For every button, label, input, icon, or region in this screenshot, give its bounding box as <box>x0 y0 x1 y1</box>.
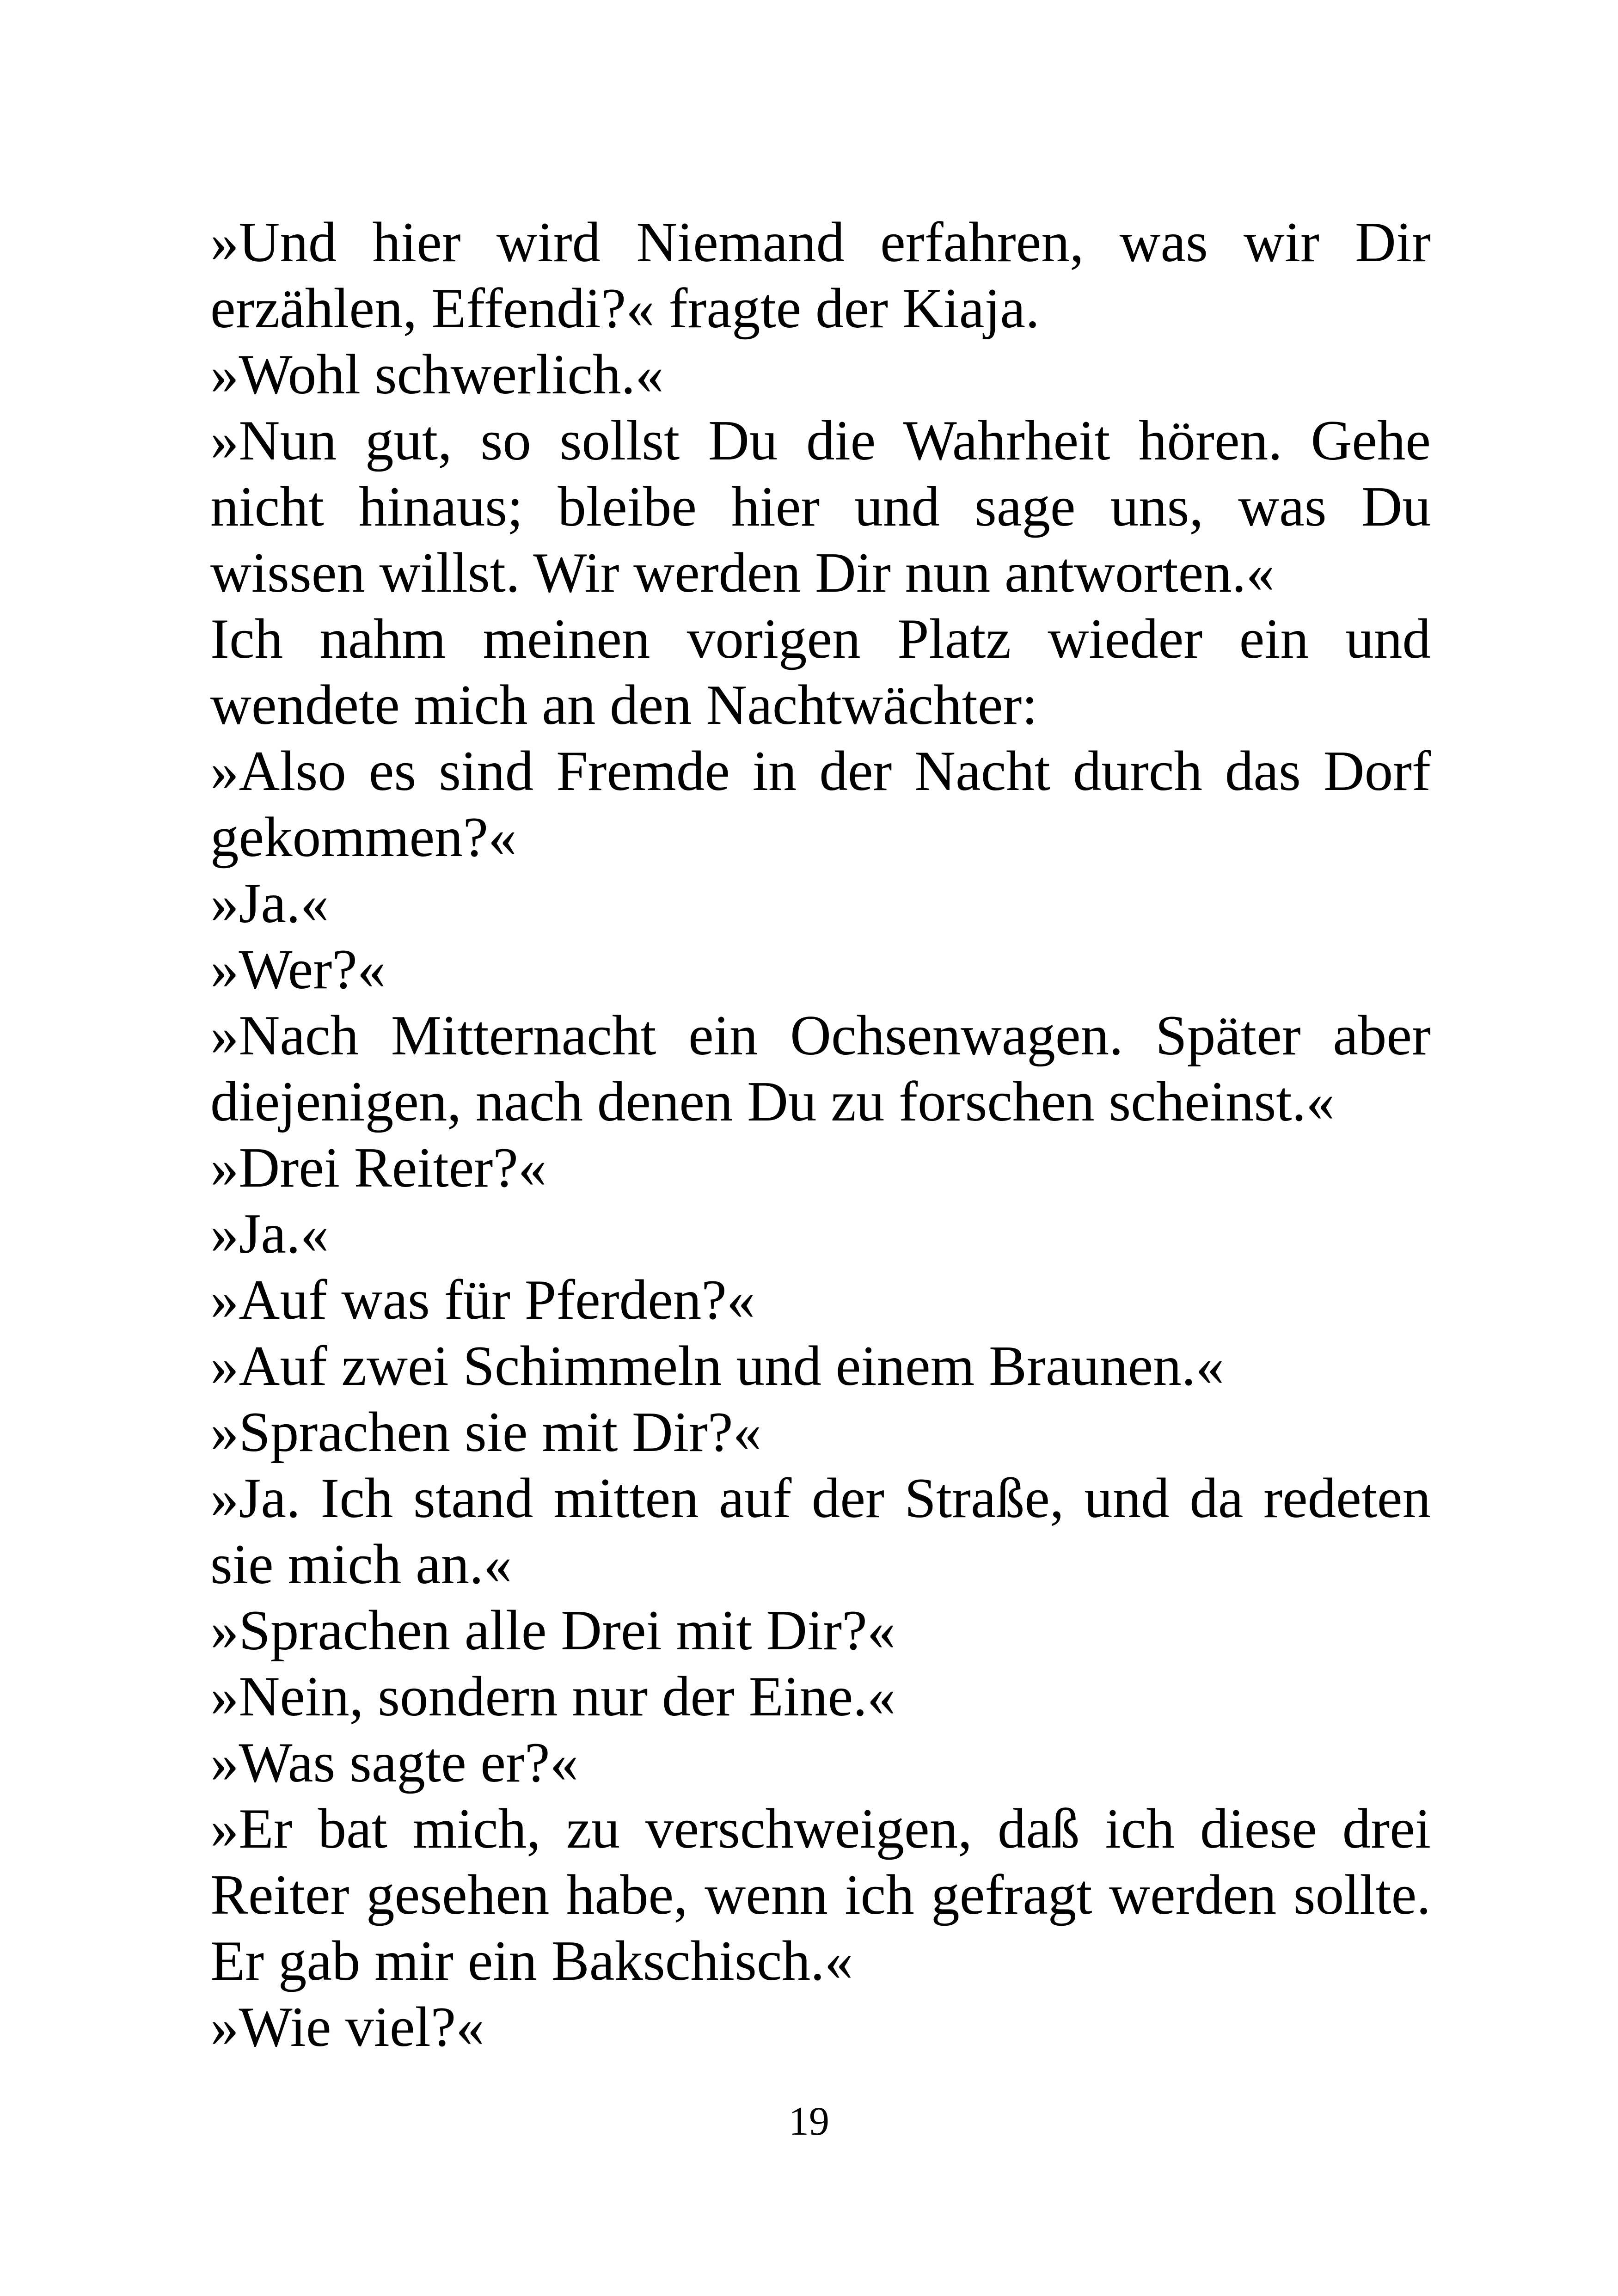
paragraph: »Auf was für Pferden?« <box>210 1268 755 1331</box>
paragraph: »Sprachen alle Drei mit Dir?« <box>210 1598 896 1662</box>
paragraph: »Wie viel?« <box>210 1995 484 2058</box>
paragraph: »Er bat mich, zu verschweigen, daß ich diese drei Reiter gesehen habe, wenn ich gefragt werden sollte. Er gab mir ein Bakschisch.« <box>210 1797 1431 1992</box>
paragraph: »Sprachen sie mit Dir?« <box>210 1400 762 1463</box>
body-text <box>210 209 1431 2060</box>
paragraph: »Nun gut, so sollst Du die Wahrheit hören. Gehe nicht hinaus; bleibe hier und sage uns, was Du wissen willst. Wir werden Dir nun antworten.« <box>210 409 1431 604</box>
paragraph: »Also es sind Fremde in der Nacht durch das Dorf gekommen?« <box>210 739 1431 869</box>
paragraph: »Ja.« <box>210 871 329 935</box>
paragraph: Ich nahm meinen vorigen Platz wieder ein und wendete mich an den Nachtwächter: <box>210 607 1431 736</box>
paragraph: »Auf zwei Schimmeln und einem Braunen.« <box>210 1334 1224 1397</box>
page-number: 19 <box>789 2099 829 2144</box>
paragraph: »Wer?« <box>210 937 386 1001</box>
paragraph: »Ja.« <box>210 1202 329 1265</box>
paragraph: »Drei Reiter?« <box>210 1136 547 1199</box>
paragraph: »Und hier wird Niemand erfahren, was wir Dir erzählen, Effendi?« fragte der Kiaja. <box>210 210 1431 340</box>
paragraph: »Wohl schwerlich.« <box>210 343 664 406</box>
paragraph: »Ja. Ich stand mitten auf der Straße, und da redeten sie mich an.« <box>210 1466 1431 1596</box>
paragraph: »Was sagte er?« <box>210 1731 579 1794</box>
paragraph: »Nach Mitternacht ein Ochsenwagen. Später aber diejenigen, nach denen Du zu forschen scheinst.« <box>210 1004 1431 1133</box>
paragraph: »Nein, sondern nur der Eine.« <box>210 1665 896 1728</box>
